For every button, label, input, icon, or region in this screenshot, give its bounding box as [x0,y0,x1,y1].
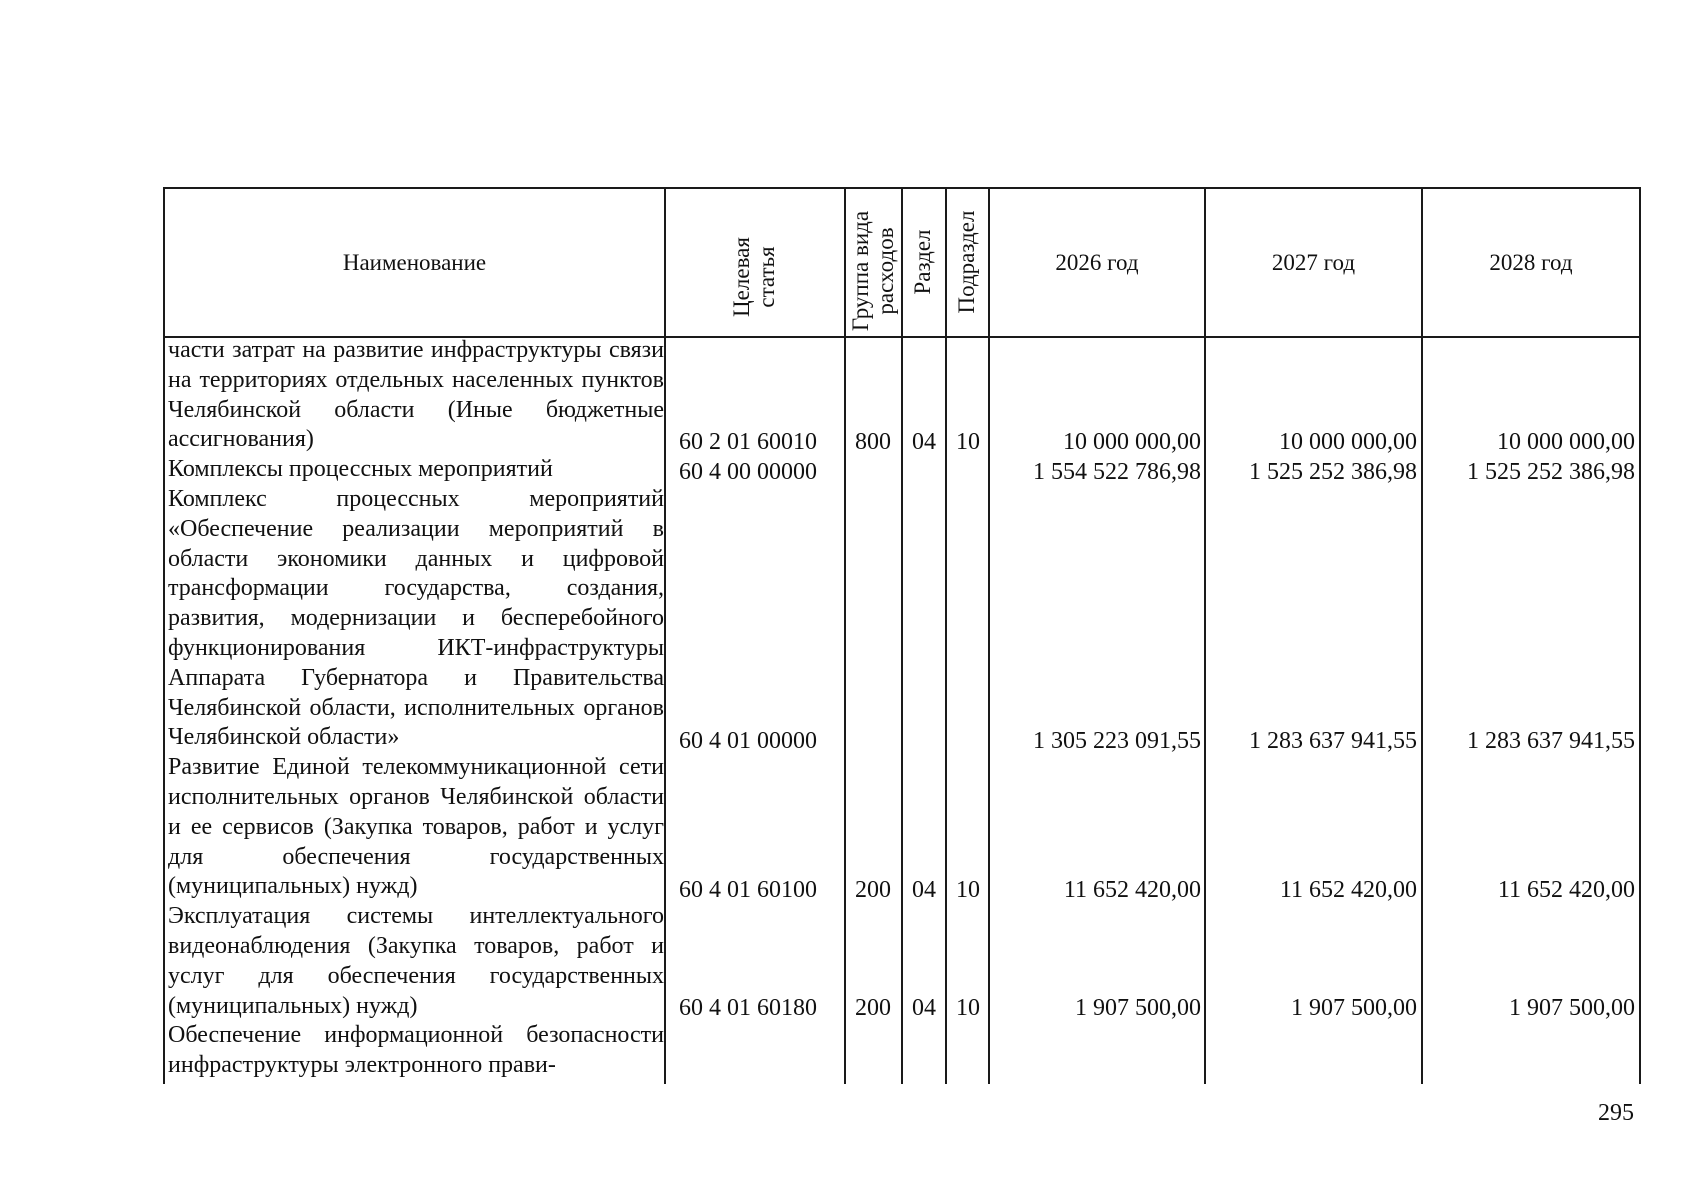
amount-2026-cell: 11 652 420,00 [1063,877,1201,903]
amount-2027-cell: 10 000 000,00 [1279,429,1417,455]
header-target-line1: Целевая [729,237,754,317]
header-section: Раздел [909,229,935,295]
subsection-cell: 10 [956,877,980,903]
subsection-cell: 10 [956,995,980,1021]
amount-2027-cell: 1 283 637 941,55 [1249,728,1417,754]
expense-group-cell: 200 [855,877,891,903]
amount-2028-cell: 1 283 637 941,55 [1467,728,1635,754]
section-cell: 04 [912,877,936,903]
amount-2028-cell: 11 652 420,00 [1497,877,1635,903]
target-article-cell: 60 2 01 60010 [679,429,817,455]
header-name: Наименование [342,249,487,275]
section-cell: 04 [912,429,936,455]
header-target-line2: статья [754,246,779,308]
expense-group-cell: 200 [855,995,891,1021]
header-2027: 2027 год [1271,249,1356,275]
expense-group-cell: 800 [855,429,891,455]
names-column [168,336,664,1081]
amount-2027-cell: 1 907 500,00 [1291,995,1417,1021]
name-cell: Обеспечение информационной безопасности инфраструктуры электронного прави- [168,1022,664,1079]
header-2026: 2026 год [1055,249,1139,275]
header-target-article [726,206,782,348]
amount-2026-cell: 1 554 522 786,98 [1033,459,1201,485]
amount-2026-cell: 1 305 223 091,55 [1033,728,1201,754]
amount-2026-cell: 1 907 500,00 [1075,995,1201,1021]
target-article-cell: 60 4 01 60180 [679,995,817,1021]
header-group-line2: расходов [873,227,898,315]
target-article-cell: 60 4 01 00000 [679,728,817,754]
page-number: 295 [1598,1100,1634,1126]
header-group-line1: Группа вида [848,210,873,332]
amount-2027-cell: 1 525 252 386,98 [1249,459,1417,485]
section-cell: 04 [912,995,936,1021]
name-cell: части затрат на развитие инфраструктуры связи на территориях отдельных населенных пунктов Челябинской области (Иные бюджетные ассигнования) [168,337,664,453]
header-expense-group [845,201,901,341]
amount-2028-cell: 10 000 000,00 [1497,429,1635,455]
name-cell: Развитие Единой телекоммуникационной сети исполнительных органов Челябинской области и ее сервисов (Закупка товаров, работ и услуг для обеспечения государственных (муниципальных) нужд) [168,754,664,900]
name-cell: Комплексы процессных мероприятий [168,456,553,483]
amount-2027-cell: 11 652 420,00 [1279,877,1417,903]
header-2028: 2028 год [1489,249,1573,275]
target-article-cell: 60 4 01 60100 [679,877,817,903]
name-cell: Эксплуатация системы интеллектуального видеонаблюдения (Закупка товаров, работ и услуг для обеспечения государственных (муниципальных) нужд) [168,903,664,1019]
amount-2026-cell: 10 000 000,00 [1063,429,1201,455]
subsection-cell: 10 [956,429,980,455]
amount-2028-cell: 1 907 500,00 [1509,995,1635,1021]
target-article-cell: 60 4 00 00000 [679,459,817,485]
amount-2028-cell: 1 525 252 386,98 [1467,459,1635,485]
header-subsection: Подраздел [953,210,979,314]
name-cell: Комплекс процессных мероприятий «Обеспечение реализации мероприятий в области экономики данных и цифровой трансформации государства, создания, развития, модернизации и бесперебойного функционирования ИКТ-инфраструктуры Аппарата Губернатора и Правительства Челябинской области, исполнительных органов Челябинской области» [168,485,664,751]
